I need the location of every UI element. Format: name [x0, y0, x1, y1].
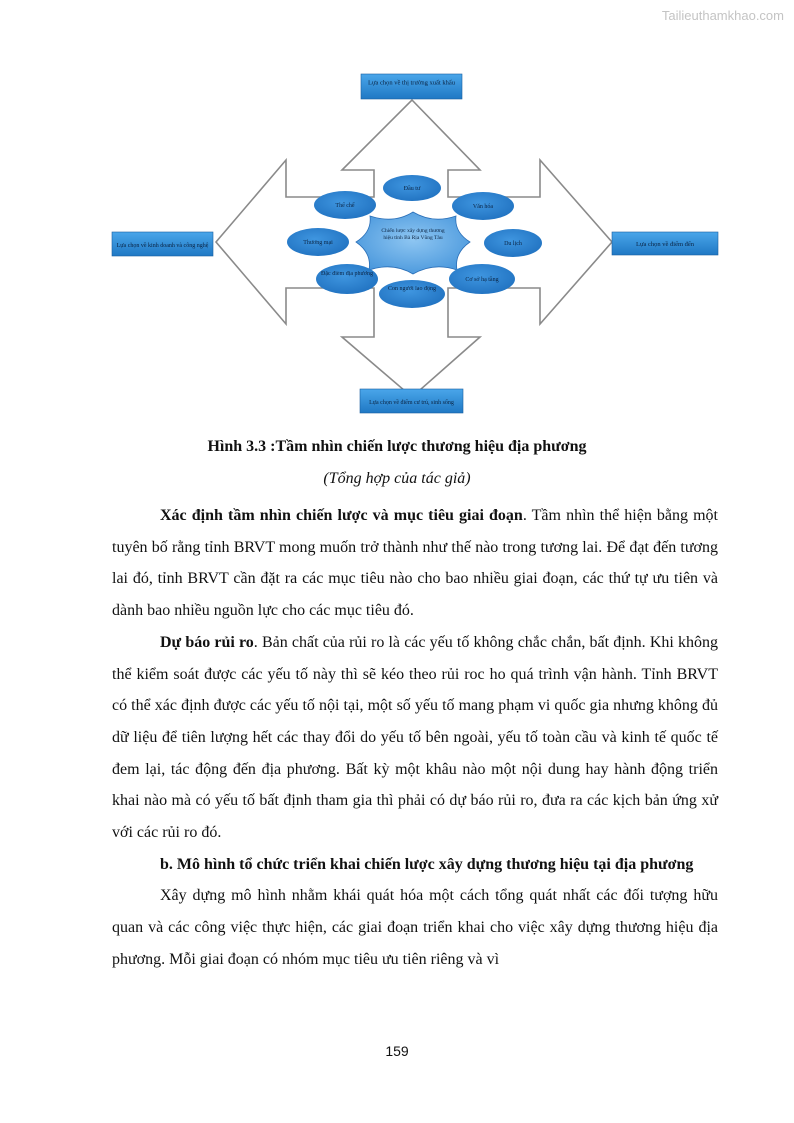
watermark: Tailieuthamkhao.com [661, 8, 784, 23]
box-bottom [360, 389, 463, 413]
node-van-hoa [452, 192, 514, 220]
paragraph-vision-heading: Xác định tầm nhìn chiến lược và mục tiêu giai đoạn [160, 507, 523, 524]
svg-text:Thương mại [303, 240, 333, 246]
svg-text:Văn hóa [473, 204, 493, 210]
center-label: Chiến lược xây dựng thương hiệu tỉnh Bà Rịa Vũng Tàu [381, 228, 445, 241]
node-van-hoa-label: Văn hóa [472, 204, 494, 210]
node-dac-diem-label: Đặc điểm địa phương [321, 271, 373, 277]
svg-text:Lựa chọn về kinh doanh và công [117, 242, 209, 249]
svg-text:Du lịch [504, 241, 522, 247]
node-con-nguoi-label: Con người lao động [388, 286, 436, 292]
box-left-label: Lựa chọn về kinh doanh và công nghệ [116, 243, 209, 249]
paragraph-model [112, 880, 718, 975]
node-du-lich [484, 229, 542, 257]
box-top-label: Lựa chọn về thị trường xuất khẩu [367, 79, 456, 87]
box-bottom-label: Lựa chọn về điểm cư trú, sinh sống [369, 400, 454, 406]
node-the-che [314, 191, 376, 219]
section-heading-b-text: b. Mô hình tổ chức triển khai chiến lược xây dựng thương hiệu tại địa phương [160, 855, 694, 873]
paragraph-risk-text: . Bản chất của rủi ro là các yếu tố không chắc chắn, bất định. Khi không thể kiểm soát được các yếu tố này thì sẽ kéo theo rủi roc ho quá trình vận hành. Tỉnh BRVT có thể xác định được các yếu tố nội tại, một số yếu tố mang phạm vi quốc gia nhưng không đủ dữ liệu để tiên lượng hết các thay đổi do yếu tố bên ngoài, yếu tố toàn cầu và kinh tế quốc tế đem lại, tác động đến địa phương. Bất kỳ một khâu nào một nội dung hay hành động triển khai nào mà có yếu tố bất định tham gia thì phải có dự báo rủi ro, đưa ra các kịch bản ứng xử với các rủi ro đó. [112, 633, 719, 842]
box-left [112, 232, 213, 256]
paragraph-vision [112, 500, 718, 627]
page-number: 159 [385, 1043, 409, 1059]
figure-source: (Tổng hợp của tác giả) [323, 470, 471, 487]
svg-text:Cơ sở hạ tầng [465, 276, 498, 283]
node-dau-tu-label: Đầu tư [403, 186, 421, 192]
box-right-label: Lựa chọn về điểm đến [635, 241, 695, 248]
svg-text:Lựa chọn về điểm cư trú, sinh [369, 399, 454, 406]
node-the-che-label: Thể chế [335, 203, 355, 209]
box-right [612, 232, 718, 255]
node-thuong-mai-label: Thương mại [303, 240, 333, 246]
body-text [112, 500, 718, 976]
paragraph-risk [112, 627, 718, 849]
node-thuong-mai [287, 228, 349, 256]
figure-caption: Hình 3.3 :Tầm nhìn chiến lược thương hiệu địa phương [207, 438, 587, 455]
center-star [356, 212, 470, 274]
strategy-vision-diagram [110, 72, 720, 417]
paragraph-model-text: Xây dựng mô hình nhằm khái quát hóa một cách tổng quát nhất các đối tượng hữu quan và các công việc thực hiện, các giai đoạn triển khai cho việc xây dựng thương hiệu địa phương. Mỗi giai đoạn có nhóm mục tiêu ưu tiên riêng và vì [112, 887, 718, 968]
paragraph-risk-heading: Dự báo rủi ro [160, 633, 254, 651]
node-du-lich-label: Du lịch [504, 241, 522, 247]
section-heading-b [112, 849, 718, 881]
svg-text:Thể chế [335, 202, 354, 209]
node-dac-diem [316, 264, 378, 294]
node-co-so-ha-tang-label: Cơ sở hạ tầng [465, 277, 499, 283]
svg-text:Lựa chọn về điểm đến [636, 241, 695, 248]
paragraph-vision-text: . Tầm nhìn thể hiện bằng một tuyên bố rằng tỉnh BRVT mong muốn trở thành như thế nào trong tương lai. Để đạt đến tương lai đó, tỉnh BRVT cần đặt ra các mục tiêu nào cho bao nhiều giai đoạn, các thứ tự ưu tiên và dành bao nhiều nguồn lực cho các mục tiêu đó. [112, 507, 719, 620]
node-con-nguoi [379, 280, 445, 308]
svg-text:Lựa chọn về thị trường xuất kh [368, 80, 456, 87]
box-top [361, 74, 462, 99]
svg-text:Đầu tư [404, 185, 421, 192]
node-co-so-ha-tang [449, 264, 515, 294]
node-dau-tu [383, 175, 441, 201]
